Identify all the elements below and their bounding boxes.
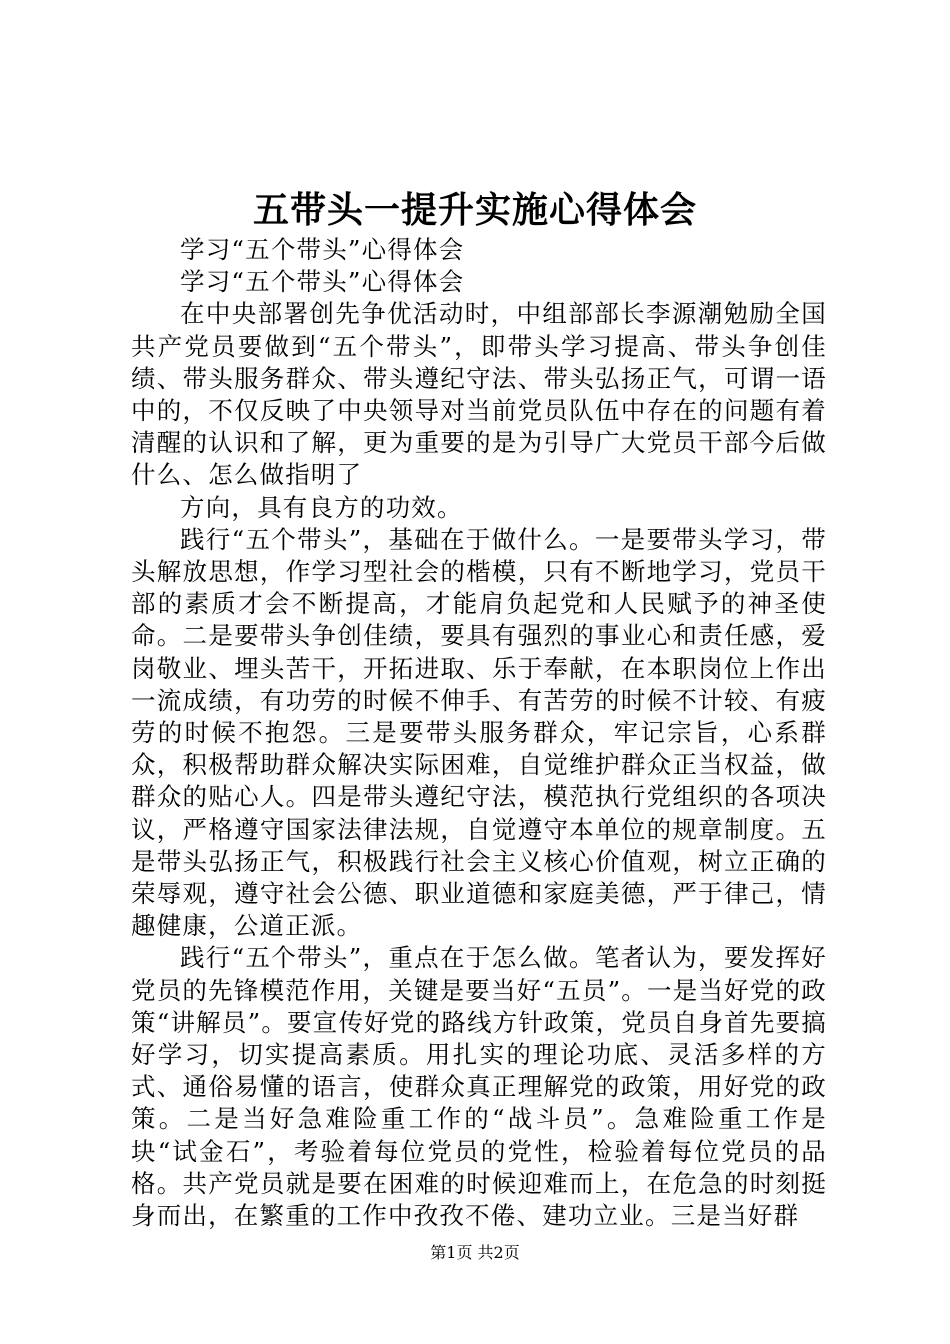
paragraph-subtitle-2: 学习“五个带头”心得体会 [180, 267, 465, 297]
paragraph-intro: 在中央部署创先争优活动时，中组部部长李源潮勉励全国共产党员要做到“五个带头”，即带头学习提高、带头争创佳绩、带头服务群众、带头遵纪守法、带头弘扬正气，可谓一语中的，不仅反映了中央领导对当前党员队伍中存在的问题有着清醒的认识和了解，更为重要的是为引导广大党员干部今后做什么、怎么做指明了 [131, 299, 827, 490]
paragraph-subtitle-1: 学习“五个带头”心得体会 [180, 235, 465, 264]
page-number-footer: 第1页 共2页 [430, 1243, 520, 1262]
document-title: 五带头一提升实施心得体会 [252, 189, 697, 231]
document-body [131, 234, 827, 1232]
paragraph-intro-continued: 方向，具有良方的功效。 [180, 492, 463, 522]
paragraph-what-to-do: 践行“五个带头”，基础在于做什么。一是要带头学习，带头解放思想，作学习型社会的楷模，只有不断地学习，党员干部的素质才会不断提高，才能肩负起党和人民赋予的神圣使命。二是要带头争创佳绩，要具有强烈的事业心和责任感，爱岗敬业、埋头苦干，开拓进取、乐于奉献，在本职岗位上作出一流成绩，有功劳的时候不伸手、有苦劳的时候不计较、有疲劳的时候不抱怨。三是要带头服务群众，牢记宗旨，心系群众，积极帮助群众解决实际困难，自觉维护群众正当权益，做群众的贴心人。四是带头遵纪守法，模范执行党组织的各项决议，严格遵守国家法律法规，自觉遵守本单位的规章制度。五是带头弘扬正气，积极践行社会主义核心价值观，树立正确的荣辱观，遵守社会公德、职业道德和家庭美德，严于律己，情趣健康，公道正派。 [131, 524, 827, 941]
paragraph-how-to-do: 践行“五个带头”，重点在于怎么做。笔者认为，要发挥好党员的先锋模范作用，关键是要当好“五员”。一是当好党的政策“讲解员”。要宣传好党的路线方针政策，党员自身首先要搞好学习，切实提高素质。用扎实的理论功底、灵活多样的方式、通俗易懂的语言，使群众真正理解党的政策，用好党的政策。二是当好急难险重工作的“战斗员”。急难险重工作是块“试金石”，考验着每位党员的党性，检验着每位党员的品格。共产党员就是要在困难的时候迎难而上，在危急的时刻挺身而出，在繁重的工作中孜孜不倦、建功立业。三是当好群 [131, 943, 827, 1231]
